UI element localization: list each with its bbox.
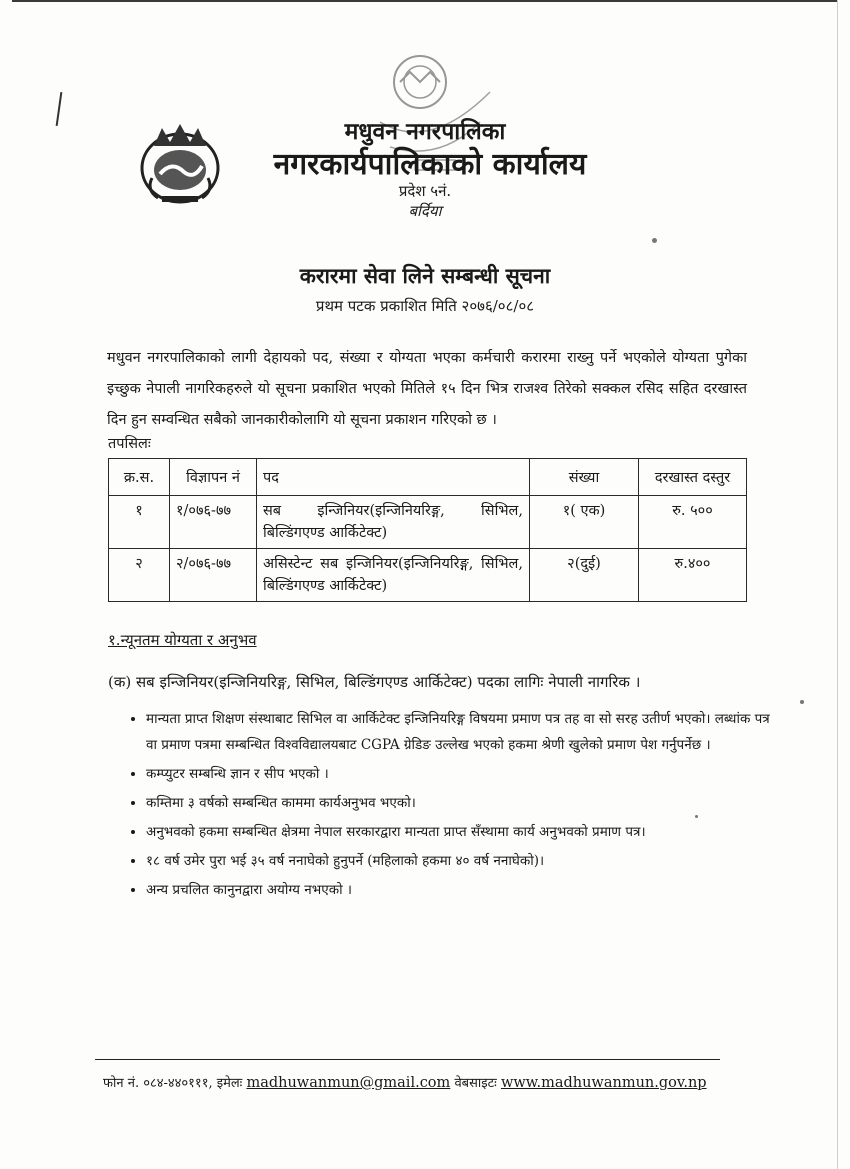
province-label: प्रदेश ५नं. [398, 182, 452, 200]
footer-contact [103, 1073, 707, 1091]
cell-count: १( एक) [530, 496, 639, 549]
email-link[interactable]: madhuwanmun@gmail.com [246, 1075, 451, 1091]
requirements-list [120, 706, 776, 906]
list-item: • कम्प्युटर सम्बन्धि ज्ञान र सीप भएको । [146, 761, 776, 787]
cell-post: असिस्टेन्ट सब इन्जिनियर(इन्जिनियरिङ्ग, सिभिल, बिल्डिंगएण्ड आर्किटेक्ट) [257, 549, 530, 602]
list-item: • अन्य प्रचलित कानुनद्वारा अयोग्य नभएको । [146, 877, 776, 903]
cell-ad-no: १/०७६-७७ [170, 496, 257, 549]
cell-ad-no: २/०७६-७७ [170, 549, 257, 602]
details-label: तपसिलः [108, 436, 151, 452]
list-item: • कम्तिमा ३ वर्षको सम्बन्धित काममा कार्यअनुभव भएको। [146, 790, 776, 816]
section-subheading: (क) सब इन्जिनियर(इन्जिनियरिङ्ग, सिभिल, बिल्डिंगएण्ड आर्किटेक्ट) पदका लागिः नेपाली नागरिक । [108, 673, 641, 691]
col-header-ad-no: विज्ञापन नं [170, 459, 257, 496]
website-label: वेबसाइटः [454, 1076, 497, 1091]
col-header-sn: क्र.स. [109, 459, 170, 496]
cell-fee: रु. ५०० [639, 496, 747, 549]
scan-speck [695, 815, 698, 818]
col-header-fee: दरखास्त दस्तुर [639, 459, 747, 496]
district-label: बर्दिया [408, 202, 442, 220]
notice-title: करारमा सेवा लिने सम्बन्धी सूचना [299, 263, 551, 288]
table-row [109, 549, 747, 602]
publication-date: प्रथम पटक प्रकाशित मिति २०७६/०८/०८ [315, 297, 535, 315]
cell-fee: रु.४०० [639, 549, 747, 602]
section-heading: १.न्यूनतम योग्यता र अनुभव [108, 631, 257, 649]
footer-divider [95, 1059, 720, 1060]
municipality-name: मधुवन नगरपालिका [344, 118, 506, 145]
col-header-post: पद [257, 459, 530, 496]
list-item: • मान्यता प्राप्त शिक्षण संस्थाबाट सिभिल वा आर्किटेक्ट इन्जिनियरिङ्ग विषयमा प्रमाण पत्र तह वा सो सरह उतीर्ण भएको। लब्धांक पत्र वा प्रमाण पत्रमा सम्बन्धित विश्वविद्यालयबाट CGPA ग्रेडिङ उल्लेख भएको हकमा श्रेणी खुलेको प्रमाण पेश गर्नुपर्नेछ । [146, 706, 776, 758]
table-header-row [109, 459, 747, 496]
office-name: नगरकार्यपालिकाको कार्यालय [273, 147, 587, 182]
scan-top-edge [12, 0, 838, 2]
vacancy-table [108, 458, 747, 602]
cell-sn: १ [109, 496, 170, 549]
phone-label: फोन नं. ०८४-४४०१११, इमेलः [103, 1076, 243, 1091]
website-link[interactable]: www.madhuwanmun.gov.np [500, 1075, 707, 1091]
cell-sn: २ [109, 549, 170, 602]
list-item: • १८ वर्ष उमेर पुरा भई ३५ वर्ष ननाघेको हुनुपर्ने (महिलाको हकमा ४० वर्ष ननाघेको)। [146, 848, 776, 874]
cell-post: सब इन्जिनियर(इन्जिनियरिङ्ग, सिभिल, बिल्डिंगएण्ड आर्किटेक्ट) [257, 496, 530, 549]
scan-speck [800, 700, 804, 704]
table-row [109, 496, 747, 549]
list-item: • अनुभवको हकमा सम्बन्धित क्षेत्रमा नेपाल सरकारद्वारा मान्यता प्राप्त सँस्थामा कार्य अनुभवको प्रमाण पत्र। [146, 819, 776, 845]
cell-count: २(दुई) [530, 549, 639, 602]
col-header-count: संख्या [530, 459, 639, 496]
scan-speck [652, 238, 657, 243]
notice-paragraph: मधुवन नगरपालिकाको लागी देहायको पद, संख्या र योग्यता भएका कर्मचारी करारमा राख्नु पर्ने भएकोले योग्यता पुगेका इच्छुक नेपाली नागरिकहरुले यो सूचना प्रकाशित भएको मितिले १५ दिन भित्र राजश्व तिरेको सक्कल रसिद सहित दरखास्त दिन हुन सम्वन्धित सबैको जानकारीकोलागि यो सूचना प्रकाशन गरिएको छ । [107, 350, 747, 428]
